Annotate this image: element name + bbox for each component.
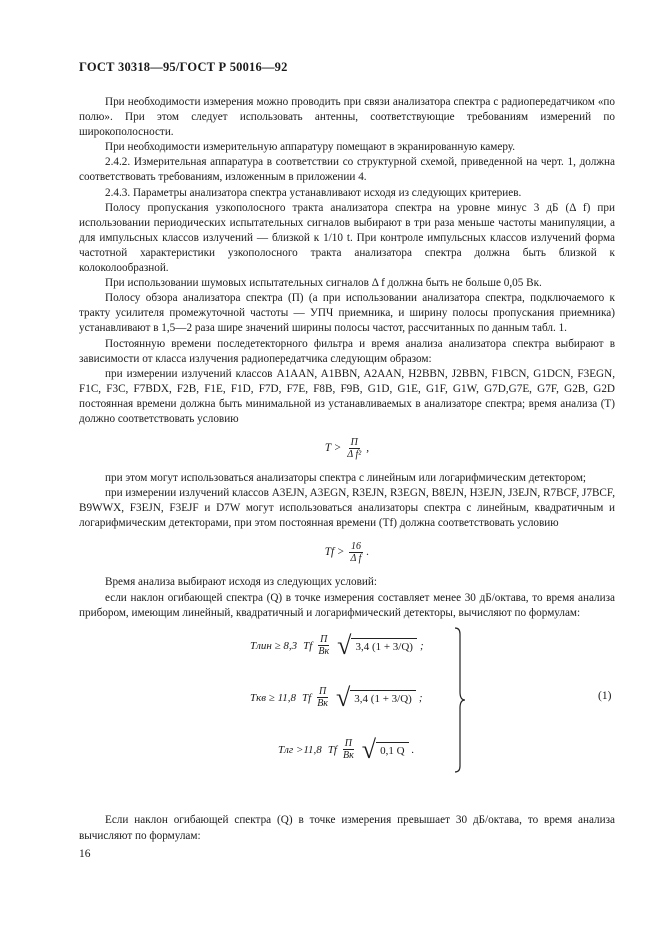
radical-icon: √	[361, 734, 377, 764]
paragraph: При использовании шумовых испытательных сигналов Δ f должна быть не больше 0,05 Bк.	[105, 277, 542, 290]
formula-analysis-time	[79, 431, 615, 465]
paragraph: при этом могут использоваться анализаторы спектра с линейным или логарифмическим детектором;	[105, 472, 587, 485]
paragraph: При необходимости измерения можно проводить при связи анализатора спектра с радиопередатчиком «по полю». При этом следует использовать антенны, соответствующие требованиям измерений по широкополосности.	[79, 96, 615, 139]
radicand: 3,4 (1 + 3/Q)	[351, 638, 417, 653]
fraction-denominator: Δ f²	[347, 448, 362, 460]
formula-system	[250, 622, 630, 772]
page-number: 16	[79, 848, 91, 860]
formula-coef: Tf	[327, 743, 337, 756]
fraction	[348, 541, 363, 564]
paragraph: если наклон огибающей спектра (Q) в точке измерения составляет менее 30 дБ/октава, то время анализа прибором, имеющим линейный, квадратичный и логарифмический детекторы, вычисляют по формулам:	[79, 591, 615, 619]
square-root	[336, 682, 416, 712]
radicand: 0,1 Q	[376, 742, 408, 757]
fraction-denominator: Bк	[343, 750, 354, 761]
formula-lhs: Tкв ≥ 11,8	[250, 691, 297, 704]
radical-icon: √	[337, 630, 352, 660]
formula-lhs: Tлг >11,8	[278, 743, 322, 756]
paragraph: Полосу пропускания узкополосного тракта анализатора спектра на уровне минус 3 дБ (Δ f) при использовании периодических испытательных сигналов выбирают в три раза меньше частоты манипуляции, а для импульсных классов излучений — близкой к 1/10 t. При контроле импульсных классов излучений форма частотной характеристики узкополосного тракта анализатора спектра должна быть близкой к колоколообразной.	[79, 201, 615, 275]
formula-coef: Tf	[302, 691, 312, 704]
right-brace-icon	[453, 626, 467, 774]
radicand: 3,4 (1 + 3/Q)	[350, 690, 416, 705]
fraction-numerator: П	[350, 436, 358, 448]
paragraph: Если наклон огибающей спектра (Q) в точке измерения превышает 30 дБ/октава, то время анализа вычисляют по формулам:	[79, 814, 615, 842]
formula-row-quadratic	[250, 682, 423, 712]
radical-icon: √	[336, 682, 351, 712]
fraction	[341, 738, 356, 761]
formula-row-log	[278, 734, 415, 764]
fraction-denominator: Bк	[317, 698, 328, 709]
paragraph: при измерении излучений классов A1AAN, A1BBN, A2AAN, H2BBN, J2BBN, F1BCN, G1DCN, F3EGN, F1C, F3C, F7BDX, F2B, F1E, F1D, F7D, F7E, F8B, F9B, G1D, G1E, G1F, G1W, G7D,G7E, G7F, G2B, G2D постоянная времени должна быть минимальной из устанавливаемых в анализаторе спектра; время анализа (T) должно соответствовать условию	[79, 367, 615, 425]
square-root	[337, 630, 417, 660]
fraction-numerator: П	[318, 686, 327, 697]
equation-number: (1)	[598, 690, 612, 702]
paragraph: 2.4.3. Параметры анализатора спектра устанавливают исходя из следующих критериев.	[105, 186, 522, 199]
formula-time-constant	[79, 535, 615, 569]
formula-tail: ,	[366, 441, 370, 454]
fraction	[316, 634, 331, 657]
paragraph: 2.4.2. Измерительная аппаратура в соответствии со структурной схемой, приведенной на черт. 1, должна соответствовать требованиям, изложенным в приложении 4.	[79, 156, 615, 184]
fraction-numerator: П	[320, 634, 328, 645]
formula-lhs: Tf >	[324, 545, 345, 558]
formula-tail: .	[366, 545, 370, 558]
formula-lhs: Tлин ≥ 8,3	[250, 639, 298, 652]
formula-lhs: T >	[324, 441, 342, 454]
fraction-numerator: П	[344, 738, 353, 749]
paragraph: При необходимости измерительную аппаратуру помещают в экранированную камеру.	[105, 141, 516, 154]
main-text	[79, 95, 615, 621]
formula-end: ;	[419, 639, 424, 652]
square-root	[361, 734, 409, 764]
formula-row-linear	[250, 630, 424, 660]
paragraph: Время анализа выбирают исходя из следующих условий:	[105, 576, 377, 589]
paragraph: Полосу обзора анализатора спектра (П) (а при использовании анализатора спектра, подключаемого к тракту усилителя промежуточной частоты — УПЧ приемника, и ширину полосы пропускания приемника) устанавливают в 1,5—2 раза шире значений ширины полосы частот, рассчитанных по данным табл. 1.	[79, 292, 615, 335]
formula-coef: Tf	[303, 639, 313, 652]
closing-text	[79, 813, 615, 844]
document-header: ГОСТ 30318—95/ГОСТ Р 50016—92	[79, 60, 288, 74]
fraction	[315, 686, 330, 709]
formula-end: ;	[418, 691, 423, 704]
fraction	[345, 437, 363, 460]
paragraph: при измерении излучений классов A3EJN, A3EGN, R3EJN, R3EGN, B8EJN, H3EJN, J3EJN, R7BCF, J7BCF, B9WWX, F3EJN, F3EJF и D7W могут использоваться анализаторы спектра с линейным, квадратичным и логарифмическим детекторами, при этом постоянная времени (Tf) должна соответствовать условию	[79, 487, 615, 530]
paragraph: Постоянную времени последетекторного фильтра и время анализа анализатора спектра выбирают в зависимости от класса излучения радиопередатчика следующим образом:	[79, 337, 615, 365]
fraction-denominator: Δ f	[350, 552, 362, 564]
formula-end: .	[411, 743, 415, 756]
fraction-numerator: 16	[350, 540, 361, 552]
fraction-denominator: Bк	[318, 646, 330, 657]
